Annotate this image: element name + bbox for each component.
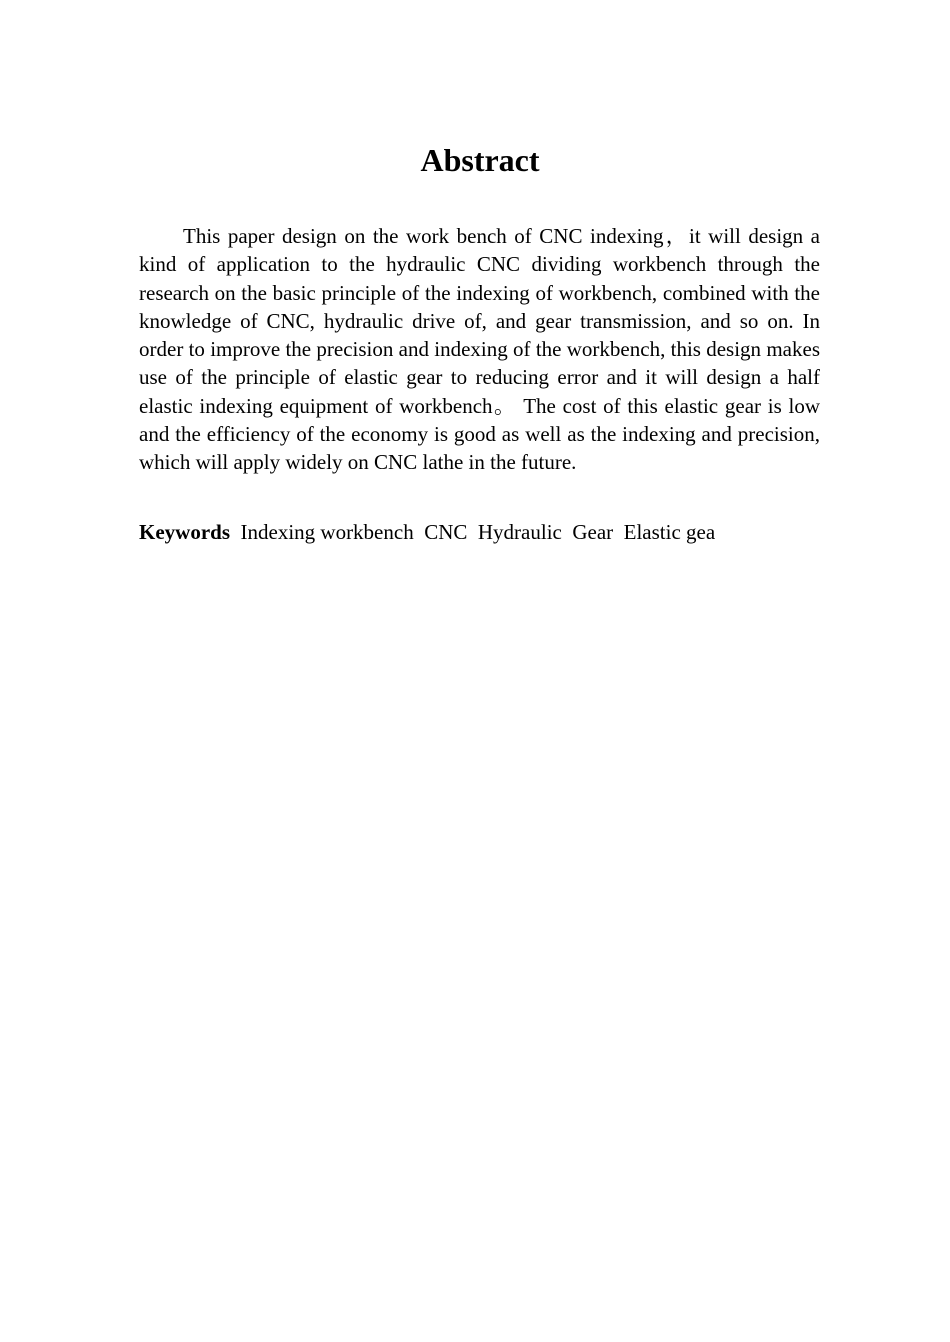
abstract-paragraph: This paper design on the work bench of CNC indexing，it will design a kind of application to the hydraulic CNC dividing workbench through the research on the basic principle of the indexing of workbench, combined with the knowledge of CNC, hydraulic drive of, and gear transmission, and so on. In order to improve the precision and indexing of the workbench, this design makes use of the principle of elastic gear to reducing error and it will design a half elastic indexing equipment of workbench。 The cost of this elastic gear is low and the efficiency of the economy is good as well as the indexing and precision, which will apply widely on CNC lathe in the future. [139, 224, 820, 475]
keywords-label: Keywords [139, 520, 230, 544]
abstract-title: Abstract [420, 142, 540, 178]
keywords-line [139, 517, 820, 547]
keywords-list: Indexing workbench CNC Hydraulic Gear Elastic gea [230, 520, 716, 544]
